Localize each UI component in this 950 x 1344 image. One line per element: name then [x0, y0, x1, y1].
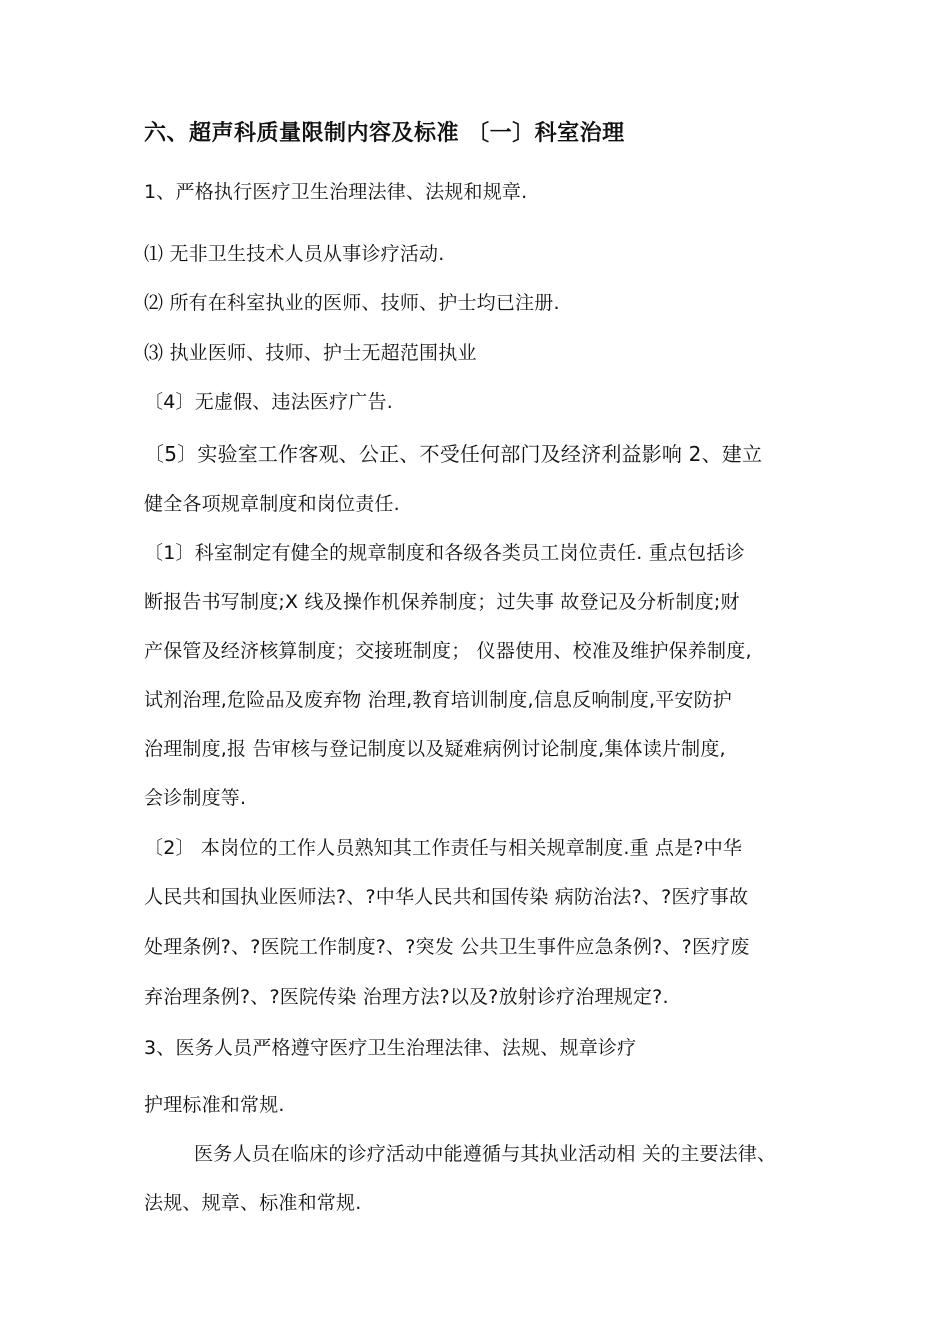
paragraph-line: 试剂治理,危险品及废弃物 治理,教育培训制度,信息反响制度,平安防护	[144, 689, 732, 711]
paragraph-line: 3、医务人员严格遵守医疗卫生治理法律、法规、规章诊疗	[144, 1037, 637, 1059]
paragraph-line: ⑶ 执业医师、技师、护士无超范围执业	[144, 342, 477, 364]
paragraph-line: 治理制度,报 告审核与登记制度以及疑难病例讨论制度,集体读片制度,	[144, 738, 726, 760]
document-title: 六、超声科质量限制内容及标准 〔一〕科室治理	[144, 121, 625, 146]
paragraph-line: ⑴ 无非卫生技术人员从事诊疗活动.	[144, 243, 445, 265]
paragraph-line: 人民共和国执业医师法?、?中华人民共和国传染 病防治法?、?医疗事故	[144, 886, 749, 908]
paragraph-line: 1、严格执行医疗卫生治理法律、法规和规章.	[144, 181, 528, 203]
paragraph-line: 医务人员在临床的诊疗活动中能遵循与其执业活动相 关的主要法律、	[194, 1143, 777, 1165]
paragraph-line: 〔5〕实验室工作客观、公正、不受任何部门及经济利益影响 2、建立	[144, 442, 763, 466]
paragraph-line: 处理条例?、?医院工作制度?、?突发 公共卫生事件应急条例?、?医疗废	[144, 936, 750, 958]
paragraph-line: 健全各项规章制度和岗位责任.	[144, 493, 400, 515]
paragraph-line: 会诊制度等.	[144, 787, 247, 809]
paragraph-line: 产保管及经济核算制度；交接班制度； 仪器使用、校准及维护保养制度,	[144, 640, 752, 662]
paragraph-line: 护理标准和常规.	[144, 1094, 285, 1116]
paragraph-line: 〔1〕科室制定有健全的规章制度和各级各类员工岗位责任. 重点包括诊	[144, 542, 745, 564]
paragraph-line: 弃治理条例?、?医院传染 治理方法?以及?放射诊疗治理规定?.	[144, 986, 669, 1008]
paragraph-line: ⑵ 所有在科室执业的医师、技师、护士均已注册.	[144, 292, 560, 314]
paragraph-line: 〔2〕 本岗位的工作人员熟知其工作责任与相关规章制度.重 点是?中华	[144, 837, 743, 859]
paragraph-line: 法规、规章、标准和常规.	[144, 1192, 362, 1214]
paragraph-line: 断报告书写制度;X 线及操作机保养制度；过失事 故登记及分析制度;财	[144, 591, 740, 613]
paragraph-line: 〔4〕无虚假、违法医疗广告.	[144, 391, 393, 413]
